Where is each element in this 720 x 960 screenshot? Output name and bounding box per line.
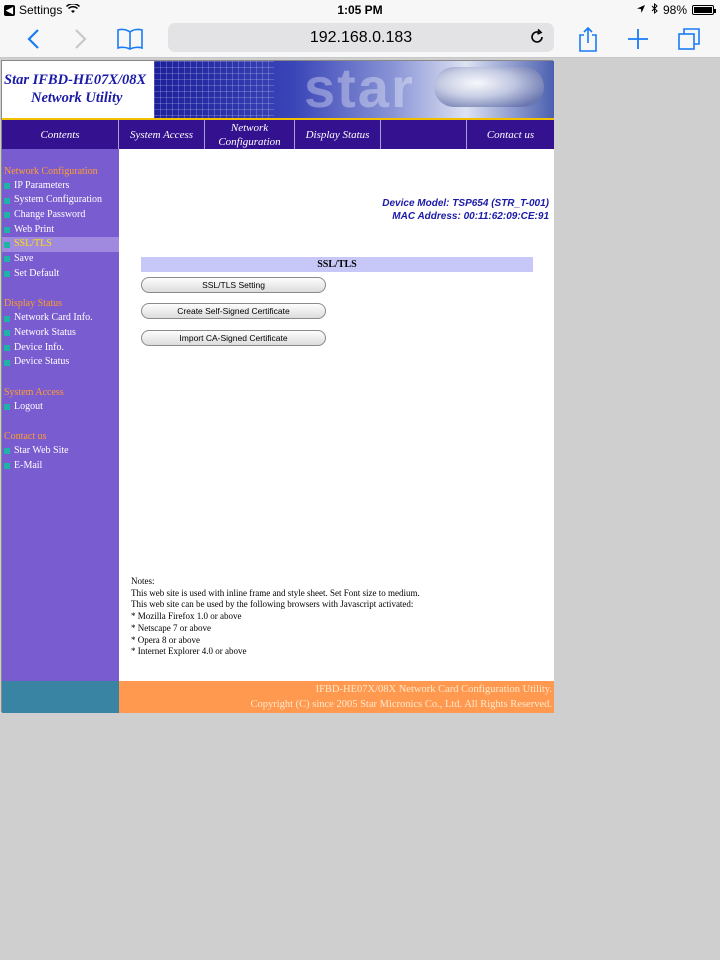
back-app-label[interactable]: Settings [19,3,63,17]
back-icon[interactable] [18,24,48,54]
sidebar-item-label[interactable]: E-Mail [14,459,43,471]
sidebar-section-network-configuration: Network Configuration [4,165,98,177]
create-self-signed-certificate-button[interactable]: Create Self-Signed Certificate [141,303,326,319]
url-text[interactable]: 192.168.0.183 [309,29,413,46]
share-icon[interactable] [573,24,603,54]
bullet-icon [4,183,10,189]
notes-line: Notes: [131,576,155,586]
sidebar-item-ip-parameters[interactable] [2,179,119,194]
banner-title-line1: Star IFBD-HE07X/08X [4,72,147,88]
nav-empty [381,120,467,149]
sidebar-spacer [2,149,119,164]
notes-line: * Internet Explorer 4.0 or above [131,646,247,657]
sidebar-item-ssl-tls[interactable] [2,237,119,252]
bullet-icon [4,256,10,262]
bookmarks-icon[interactable] [115,24,145,54]
bullet-icon [4,242,10,248]
sidebar-item-system-configuration[interactable] [2,193,119,208]
sidebar-spacer [2,370,119,385]
ios-status-bar [0,0,720,20]
bullet-icon [4,345,10,351]
sidebar-item-label[interactable]: Device Info. [14,341,64,353]
sidebar-item-label[interactable]: Change Password [14,209,86,221]
notes-line: * Opera 8 or above [131,634,200,645]
location-icon [636,3,646,17]
sidebar-item-label[interactable]: Device Status [14,356,70,368]
battery-percent: 98% [662,3,687,17]
address-bar[interactable] [168,23,554,52]
sidebar-item-network-card-info[interactable] [2,311,119,326]
sidebar-item-save[interactable] [2,252,119,267]
device-info [382,197,549,223]
sidebar-item-label[interactable]: System Configuration [14,194,103,206]
sidebar-item-change-password[interactable] [2,208,119,223]
sidebar-section-system-access: System Access [4,386,64,398]
ssl-tls-setting-button[interactable]: SSL/TLS Setting [141,277,326,293]
network-cable-image [434,67,544,107]
bullet-icon [4,448,10,454]
sidebar-item-email[interactable] [2,459,119,474]
sidebar-spacer [2,282,119,297]
banner-title [2,61,152,118]
sidebar-spacer [2,414,119,429]
nav-network-configuration[interactable]: Network Configuration [205,120,295,149]
sidebar-item-set-default[interactable] [2,267,119,282]
sidebar-item-logout[interactable] [2,400,119,415]
sidebar-item-label[interactable]: SSL/TLS [14,238,52,250]
footer-left [2,681,119,713]
top-nav [2,118,554,149]
mac-address: MAC Address: 00:11:62:09:CE:91 [392,211,549,222]
sidebar-item-device-status[interactable] [2,355,119,370]
nav-contact-us[interactable]: Contact us [486,128,535,141]
bullet-icon [4,404,10,410]
bullet-icon [4,198,10,204]
clock: 1:05 PM [337,3,383,17]
sidebar-item-label[interactable]: Network Card Info. [14,312,93,324]
import-ca-signed-certificate-button[interactable]: Import CA-Signed Certificate [141,330,326,346]
sidebar-item-web-print[interactable] [2,223,119,238]
notes [131,576,420,658]
web-page [1,60,553,712]
nav-display-status[interactable]: Display Status [295,120,381,149]
sidebar-item-label[interactable]: Logout [14,400,43,412]
banner [2,61,554,118]
sidebar-item-device-info[interactable] [2,341,119,356]
bullet-icon [4,360,10,366]
nav-contents[interactable]: Contents [2,120,119,149]
forward-icon[interactable] [66,24,96,54]
bullet-icon [4,316,10,322]
bullet-icon [4,271,10,277]
sidebar-item-network-status[interactable] [2,326,119,341]
star-logo: star [304,61,415,118]
tabs-icon[interactable] [674,24,704,54]
reload-icon[interactable] [528,28,546,46]
sidebar-item-label[interactable]: Save [14,253,34,265]
bullet-icon [4,227,10,233]
notes-line: This web site can be used by the following browsers with Javascript activated: [131,599,414,610]
section-title: SSL/TLS [141,257,533,272]
footer-copyright: Copyright (C) since 2005 Star Micronics Co., Ltd. All Rights Reserved. [250,699,552,710]
sidebar-item-label[interactable]: Network Status [14,326,76,338]
browser-toolbar [0,20,720,58]
new-tab-icon[interactable] [623,24,653,54]
battery-icon [692,5,714,15]
footer-line1: IFBD-HE07X/08X Network Card Configuration Utility. [315,684,552,695]
bullet-icon [4,212,10,218]
sidebar-section-display-status: Display Status [4,298,63,310]
main-content [119,149,554,681]
device-model: Device Model: TSP654 (STR_T-001) [382,198,549,209]
sidebar-item-label[interactable]: IP Parameters [14,179,70,191]
sidebar [2,149,119,681]
sidebar-item-star-web-site[interactable] [2,444,119,459]
banner-grid [154,61,274,118]
bullet-icon [4,463,10,469]
bullet-icon [4,330,10,336]
sidebar-item-label[interactable]: Star Web Site [14,445,69,456]
sidebar-item-label[interactable]: Web Print [14,223,55,235]
back-to-app-icon[interactable]: ◀ [4,5,15,16]
notes-line: * Mozilla Firefox 1.0 or above [131,611,242,622]
notes-line: * Netscape 7 or above [131,622,211,633]
bluetooth-icon [651,3,658,17]
footer [119,681,554,713]
notes-line: This web site is used with inline frame and style sheet. Set Font size to medium. [131,587,420,598]
banner-image [154,61,554,118]
banner-title-line2: Network Utility [31,90,123,106]
status-right [636,3,714,17]
sidebar-item-label[interactable]: Set Default [14,267,60,279]
sidebar-section-contact-us: Contact us [4,431,47,442]
nav-system-access[interactable]: System Access [119,120,205,149]
